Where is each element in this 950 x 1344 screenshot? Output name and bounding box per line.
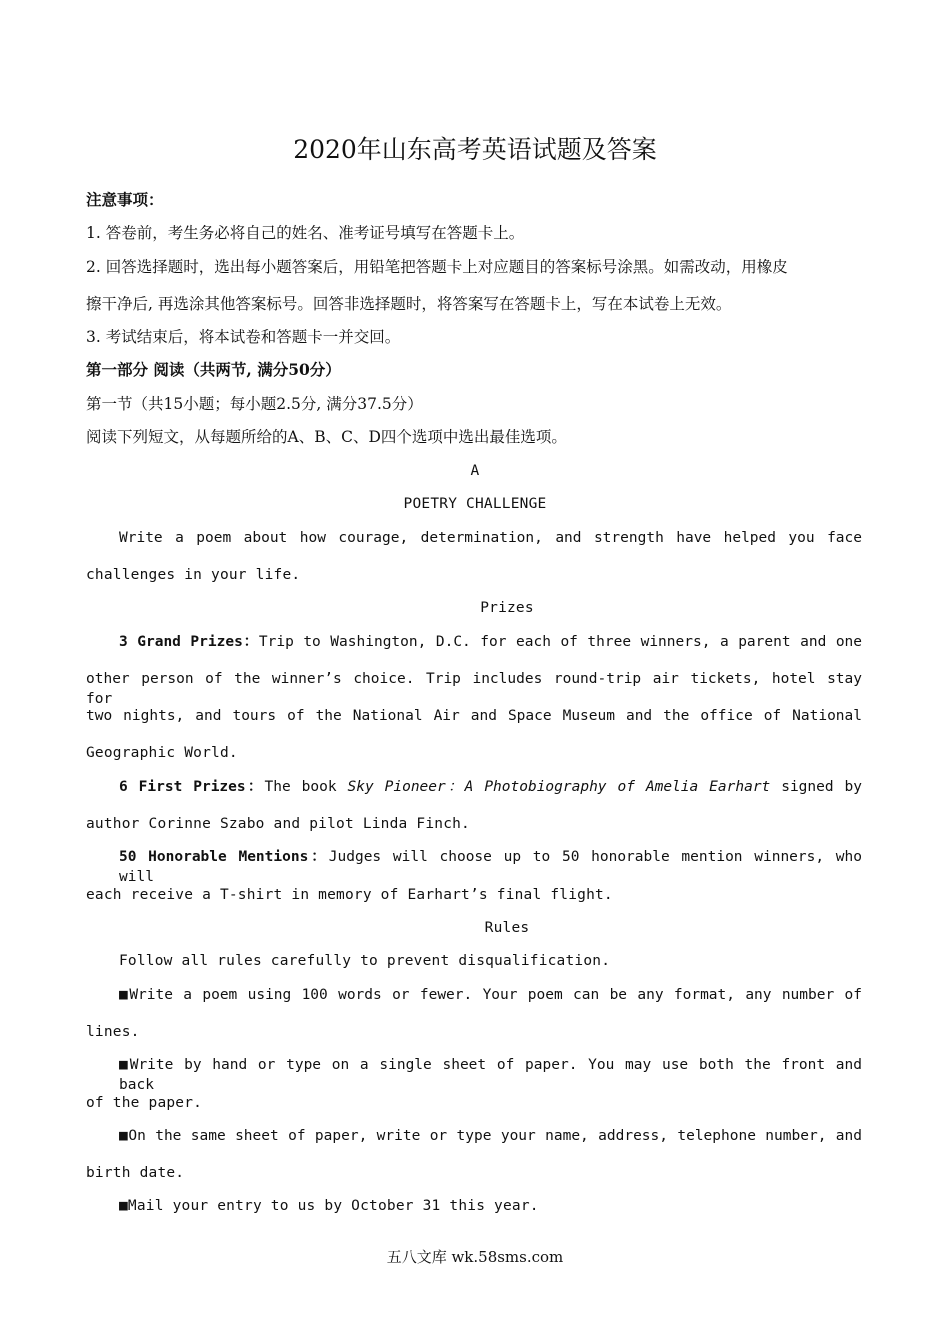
first-prizes-line-1 xyxy=(86,777,862,797)
first-prizes-pre: The book xyxy=(264,779,348,795)
notice-item-3: 3. 考试结束后，将本试卷和答题卡一并交回。 xyxy=(86,328,401,346)
notice-item-2-line-2: 擦干净后, 再选涂其他答案标号。回答非选择题时，将答案写在答题卡上，写在本试卷上无效。 xyxy=(86,295,732,313)
first-prizes-label: 6 First Prizes： xyxy=(119,779,265,795)
grand-prizes-line-2: other person of the winner’s choice. Trip includes round-trip air tickets, hotel stay for xyxy=(86,671,862,707)
honorable-line-2: each receive a T-shirt in memory of Earhart’s final flight. xyxy=(86,887,613,903)
notice-heading: 注意事项： xyxy=(86,190,164,209)
rule-3-line-2: birth date. xyxy=(86,1165,185,1181)
rule-1-line-1: ■Write a poem using 100 words or fewer. Your poem can be any format, any number of xyxy=(119,987,862,1003)
part-heading: 第一部分 阅读（共两节, 满分50分） xyxy=(86,360,341,379)
notice-item-2-line-1: 2. 回答选择题时，选出每小题答案后，用铅笔把答题卡上对应题目的答案标号涂黑。如需改动，用橡皮 xyxy=(86,258,788,276)
passage-label: A xyxy=(470,463,480,479)
notice-item-1: 1. 答卷前，考生务必将自己的姓名、准考证号填写在答题卡上。 xyxy=(86,224,525,242)
instruction-text: 阅读下列短文，从每题所给的A、B、C、D四个选项中选出最佳选项。 xyxy=(86,428,567,446)
grand-prizes-label: 3 Grand Prizes： xyxy=(119,634,259,650)
grand-prizes-line-3: two nights, and tours of the National Air and Space Museum and the office of National xyxy=(86,708,862,724)
grand-prizes-text: Trip to Washington, D.C. for each of three winners, a parent and one xyxy=(258,634,863,650)
rule-2-line-1: ■Write by hand or type on a single sheet of paper. You may use both the front and back xyxy=(119,1057,862,1093)
honorable-text: Judges will choose up to 50 honorable mention winners, who will xyxy=(119,849,862,885)
rule-3-line-1: ■On the same sheet of paper, write or type your name, address, telephone number, and xyxy=(119,1128,862,1144)
page-title: 2020年山东高考英语试题及答案 xyxy=(293,135,657,164)
rules-heading: Rules xyxy=(484,920,530,936)
footer-watermark: 五八文库 wk.58sms.com xyxy=(386,1248,564,1266)
section-heading: 第一节（共15小题；每小题2.5分, 满分37.5分） xyxy=(86,395,423,413)
rule-4: ■Mail your entry to us by October 31 this year. xyxy=(119,1198,539,1214)
rule-2-line-2: of the paper. xyxy=(86,1095,203,1111)
intro-line-2: challenges in your life. xyxy=(86,567,301,583)
book-title: Sky Pioneer：A Photobiography of Amelia Earhart xyxy=(347,779,771,795)
first-prizes-line-2: author Corinne Szabo and pilot Linda Finch. xyxy=(86,816,470,832)
honorable-label: 50 Honorable Mentions： xyxy=(119,849,329,865)
passage-title: POETRY CHALLENGE xyxy=(403,496,547,512)
grand-prizes-line-1 xyxy=(86,632,862,652)
intro-line-1: Write a poem about how courage, determination, and strength have helped you face xyxy=(119,530,862,546)
grand-prizes-line-4: Geographic World. xyxy=(86,745,238,761)
rules-intro: Follow all rules carefully to prevent disqualification. xyxy=(119,953,611,969)
honorable-line-1 xyxy=(86,847,862,887)
first-prizes-post: signed by xyxy=(770,779,862,795)
rule-1-line-2: lines. xyxy=(86,1024,140,1040)
prizes-heading: Prizes xyxy=(480,600,534,616)
